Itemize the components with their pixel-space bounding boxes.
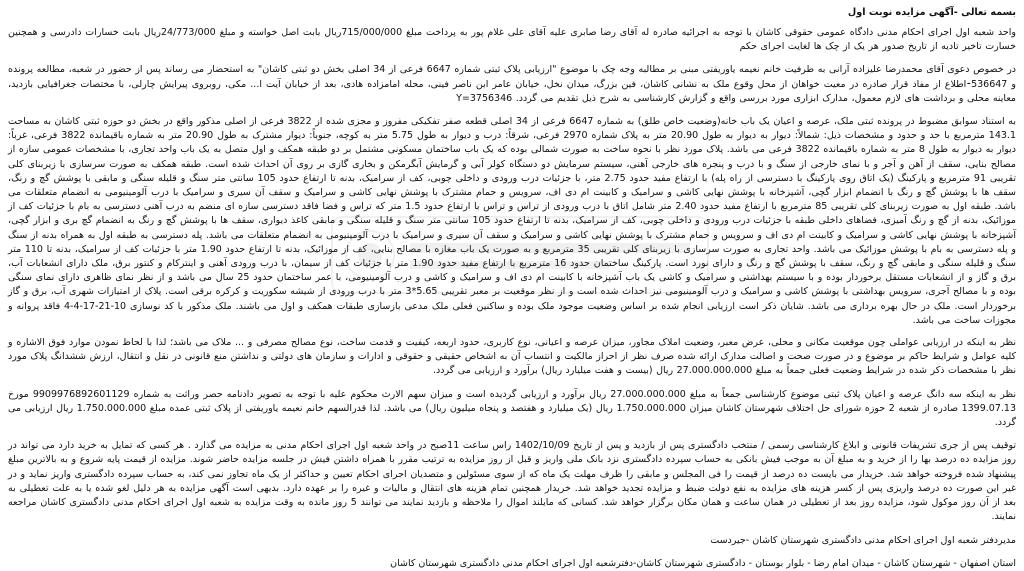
paragraph-6: توقیف پس از جری تشریفات قانونی و ابلاغ کارشناسی رسمی / منتخب دادگستری پس از بازدید و پس از تاریخ 1402/10/09 راس ساعت 11صبح در واحد شعبه اول اجرای احکام مدنی به مزایده می گذارد . هر کسی که تمایل به خرید دارد می تواند در روز مزایده ده درصد بها را از خرید و به مبلغ آن به موجب فیش بانکی به حساب سپرده دادگستری نزد بانک ملی واریز و قبل از روز مزایده به ترتیب مقرر با همراه داشتن فیش در جلسه مزایده حاضر شوند. مزایده از قیمت پایه شروع و به بالاترین مبلغ پیشنهاد شده فروخته خواهد شد. خریدار می بایست ده درصد از قیمت را فی المجلس و مابقی را ظرف مهلت یک ماه که از سوی مسئولین و متصدیان اجرای احکام تعیین و حداکثر از یک ماه تجاوز نمی کند، به حساب سپرده دادگستری واریز نماید و در غیر این صورت ده درصد واریزی پس از کسر هزینه های مزایده به نفع دولت ضبط و مزایده تجدید خواهد شد. خریدار همچنین تمام هزینه های انتقال و مالیات و غیره را بر عهده دارد. بدیهی است آگهی مزایده به هر دلیل لغو شده یا به علت تعطیلی به بعد از آن روز موکول شود، مزایده روز بعد از تعطیلی در همان ساعت و همان مکان برگزار خواهد شد. کسانی که مایلند اموال را ملاحظه و بازدید نمایند می توانند 5 روز مانده به وقت مزایده به شعبه اول اجرای احکام مدنی دادگستری کاشان مراجعه نمایند. — [8, 440, 1016, 523]
paragraph-1: واحد شعبه اول اجرای احکام مدنی دادگاه عمومی حقوقی کاشان با توجه به اجرائیه صادره له آقای رضا صابری علیه آقای علی غلام پور به پرداخت مبلغ 715/000/000ریال بابت اصل خواسته و مبلغ 24/773/000ریال بابت خسارات دادرسی و همچنین خسارت تاخیر تادیه از تاریخ صدور هر یک از چک ها لغایت اجرای حکم — [8, 27, 1016, 53]
signature-line: مدیردفتر شعبه اول اجرای احکام مدنی دادگستری شهرستان کاشان -جیردست — [710, 534, 1016, 546]
paragraph-5: نظر به اینکه سه دانگ عرصه و اعیان پلاک ثبتی موضوع کارشناسی جمعاً به مبلغ 27.000.000.000 ریال برآورد و ارزیابی گردیده است و میزان سهم الارث محکوم علیه با توجه به تصویر دادنامه حصر وراثت به شماره 9909976892601129 مورخ 1399.07.13 صادره از شعبه 2 حوزه شورای حل اختلاف شهرستان کاشان میزان 1.750.000.000 ریال (یک میلیارد و هفتصد و پنجاه میلیون ریال) می باشد. لذا قدرالسهم خانم نعیمه یاوریفتی از پلاک ثبتی عمده مبلغ 1.750.000.000 ریال ارزیابی می گردد. — [8, 388, 1016, 429]
notice-title: بسمه تعالی -آگهی مزایده نوبت اول — [847, 7, 1016, 18]
paragraph-2: در خصوص دعوی آقای محمدرضا علیزاده آرانی به طرفیت خانم نعیمه یاوریفتی مبنی بر مطالبه وجه چک با موضوع "ارزیابی پلاک ثبتی شماره 6647 فرعی از 34 اصلی بخش دو ثبتی کاشان" به استحضار می رساند پس از حضور در شعبه، مطالعه پرونده و 536647⁃اطلاع از مفاد قرار صادره در معیت خواهان از محل وقوع ملک به نشانی کاشان، فین بزرگ، میدان نخل، خیابان عامر ابن ناصر فینی، محله امامزاده هادی، بعد از خیابان آیت ا... مکی، روبروی پیرایش چارلی، با مختصات جغرافیایی بازدید، معاینه محلی و برداشت های لازم معمول، مدارک ابزاری مورد بررسی واقع و گزارش کارشناسی به شرح ذیل تقدیم می گردد. Y=3756346 — [8, 64, 1017, 104]
address-line: استان اصفهان - شهرستان کاشان - میدان امام رضا - بلوار بوستان - دادگستری شهرستان کاشان-دفترشعبه اول اجرای احکام مدنی دادگستری شهرستان کاشان — [390, 557, 1016, 569]
paragraph-4: نظر به اینکه در ارزیابی عواملی چون موقعیت مکانی و محلی، عرض معبر، وضعیت املاک مجاور، میزان عرصه و اعیانی، نوع کاربری، حدود اربعه، کیفیت و قدمت ساخت، نوع مصالح مصرفی و ... ملاک می باشد؛ لذا با لحاظ نمودن موارد فوق الاشاره و کلیه عوامل و شرایط حاکم بر موضوع و در صورت صحت و اصالت مدارک ارائه شده صرف نظر از احراز مالکیت و انتساب آن به اشخاص حقیقی و حقوقی و ادارات و سازمان های دولتی و نداشتن منع قانونی در نقل و انتقال، ارزش ششدانگ پلاک مورد نظر با مشخصات ذکر شده در شرایط وضعیت فعلی جمعاً به مبلغ 27.000.000.000 ریال (بیست و هفت میلیارد ریال) برآورد و ارزیابی می گردد. — [8, 337, 1016, 377]
paragraph-3: به استناد سوابق مضبوط در پرونده ثبتی ملک، عرصه و اعیان یک باب خانه(وضعیت خاص طلق) به شماره 6647 فرعی از 34 اصلی قطعه صفر تفکیکی مفروز و مجزی شده از 3822 فرعی از اصلی مذکور واقع در بخش دو حوزه ثبتی کاشان به مساحت 143.1 مترمربع با حد و حدود و مشخصات ذیل: شمالاً: دیوار به دیوار به طول 20.90 متر به پلاک شماره 2970 فرعی، شرقاً: درب و دیوار به طول 5.75 متر به کوچه، جنوباً: دیوار مشترک به طول 20.90 متر به شماره باقیمانده 3822 فرعی، غرباً: دیوار به دیوار به طول 8 متر به شماره باقیمانده 3822 فرعی می باشد. پلاک مورد نظر با نحوه ساخت به صورت شمالی بوده که یک باب ساختمان مسکونی مشتمل بر دو طبقه همکف و اول متصل به یک باب واحد تجاری، با مشخصات عمومی سازه از مصالح بنایی، سقف از آهن و آجر و با نمای خارجی از سنگ و با درب و پنجره های خارجی آهنی، سیستم سرمایش دو دستگاه کولر آبی و گرمایش آبگرمکن و بخاری گازی بر روی آن احداث شده است. طبقه همکف به صورت سرسازی با زیربنای کلی تقریبی 91 مترمربع و پارکینگ (یک اتاق روی پارکینگ با دسترسی از راه پله) با ارتفاع مفید حدود 2.75 متر، با جزئیات درب ورودی و داخلی چوبی، کف از سرامیک، بدنه تا ارتفاع حدود 105 سانتی متر سنگ و قلیله سنگی و مابقی با پوشش گچ و رنگ، سقف ها با پوشش گچ و رنگ با انضمام ابزار گچی، آشپزخانه با پوشش نهایی کاشی و سرامیک و کابینت ام دی اف، سرویس و حمام مشترک با پوشش نهایی کاشی و سرامیک و سقف آن سیری و سرامیک با درب آلومینیومی به انضمام متعلقات می باشد. طبقه اول به صورت زیربنای کلی تقریبی 85 مترمربع با ارتفاع مفید حدود 2.40 متر شامل اتاق با درب ورودی از تراس و تراس با ارتفاع حدود 1.5 متر که تراس و فضا فاقد دسترسی سازه ای منضم به درب آهنی دسترسی به بام با جزئیات کف از موزائیک، بدنه از گچ و رنگ آمیزی، فضاهای داخلی طبقه با جزئیات درب ورودی و داخلی چوبی، کف از سرامیک، بدنه تا ارتفاع حدود 105 سانتی متر سنگ و قلیله سنگی و مابقی کاغذ دیواری، سقف ها با پوشش گچ و رنگ به انضمام گچ بری و ابزار گچی، آشپزخانه با پوشش نهایی کاشی و سرامیک و کابینت ام دی اف و سرویس و حمام مشترک با پوشش نهایی کاشی و سرامیک و سقف آن سیری و سرامیک با درب آلومینیومی به انضمام متعلقات می باشد. پله دسترسی به طبقه اول به همراه بدنه از سنگ و پله دسترسی به بام با پوشش موزائیک می باشد. واحد تجاری به صورت سرسازی با زیربنای کلی تقریبی 35 مترمربع و به صورت یک باب مغازه با مصالح بنایی، کف از موزائیک، بدنه تا ارتفاع حدود 1.90 متر با جزئیات کف از سرامیک، بدنه تا 110 متر سنگ و قلیله سنگی و مابقی گچ و رنگ، سقف با پوشش گچ و رنگ و دارای نورد است. پارکینگ ساختمان حدود 16 مترمربع با ارتفاع مفید حدود 1.90 متر با جزئیات کف از سیمان، با درب ورودی آهنی و اینترکام و کنتور برق، ملک دارای انشعابات آب، برق و گاز و از انشعابات مستقل برخوردار بوده و با سیستم بهداشتی و سرامیک و کاشی یک باب آشپزخانه با کابینت ام دی اف و سرامیک و کاشی و درب آلومینیومی، با عمر ساختمان حدود 25 سال می باشد و از نظر نمای ظاهری دارای نمای سنگی بوده و با مصالح آجری، سرویس بهداشتی با پوشش کاشی و سرامیک و درب آلومینیومی نیز احداث شده است و از نظر موقعیت بر معبر تقریبی 5.65*3 متر با درب ورودی از شیشه سکوریت و کرکره برقی است. پلاک از امتیازات شهری آب، برق و گاز برخوردار است. ملک در حال بهره برداری می باشد. شایان ذکر است ارزیابی انجام شده بر اساس وضعیت موجود ملک بوده و ساکنین فعلی ملک مدعی بازسازی طبقات همکف و اول می باشند. ملک مذکور با کد نوسازی 10-21-17-4-4 فاقد پروانه و مجوزات ساخت می باشد. — [8, 116, 1016, 326]
